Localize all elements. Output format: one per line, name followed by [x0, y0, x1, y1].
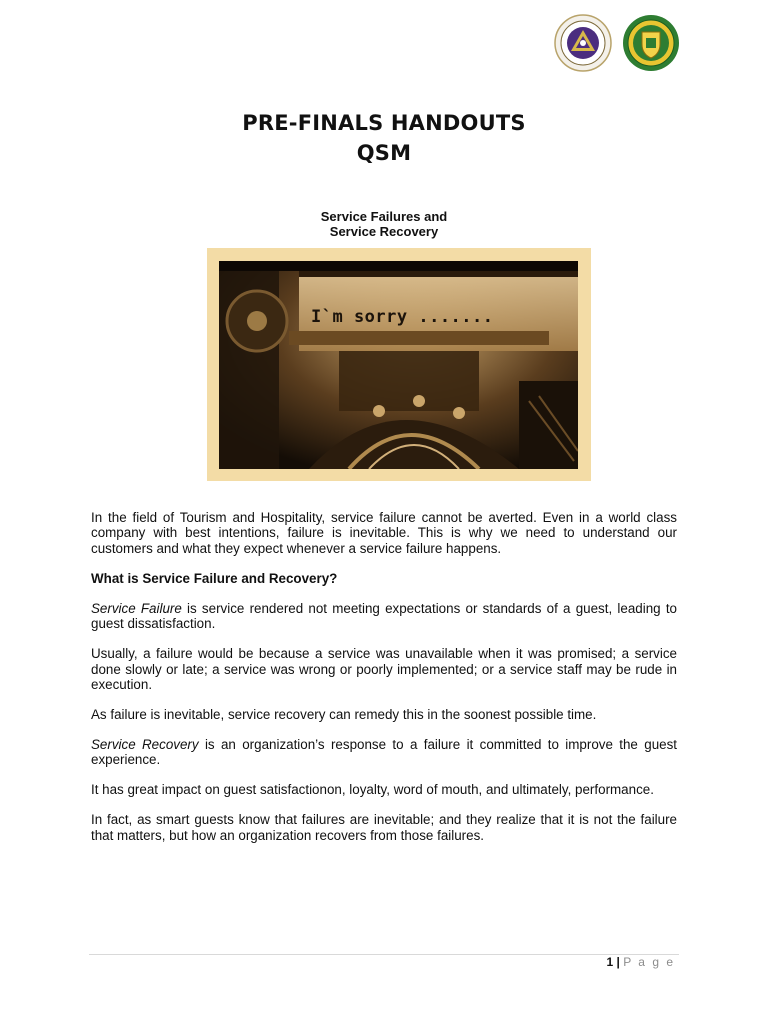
typewriter-photo	[219, 261, 578, 469]
header-logos	[554, 14, 680, 72]
page-footer	[606, 955, 675, 969]
section-heading: What is Service Failure and Recovery?	[91, 570, 338, 586]
subtitle-line-1: Service Failures and	[320, 209, 448, 224]
service-failure-definition: is service rendered not meeting expectations or standards of a guest, leading to guest dissatisfaction.	[91, 600, 677, 632]
college-seal-left-icon	[554, 14, 612, 72]
page-separator: |	[616, 955, 620, 969]
term-service-failure: Service Failure	[91, 600, 182, 616]
paragraph-smart-guests: In fact, as smart guests know that failures are inevitable; and they realize that it is not the failure that matters, but how an organization recovers from those failures.	[91, 812, 677, 843]
page-label: P a g e	[623, 955, 675, 969]
term-service-recovery: Service Recovery	[91, 737, 199, 753]
typewriter-photo-frame	[207, 248, 591, 481]
service-recovery-definition: is an organization’s response to a failure it committed to improve the guest experience.	[91, 737, 677, 768]
college-seal-right-icon	[622, 14, 680, 72]
title-line-2: QSM	[356, 141, 412, 165]
page-number: 1	[606, 955, 614, 969]
typewriter-illustration	[219, 261, 578, 469]
document-title	[0, 108, 768, 168]
typewriter-caption: I`m sorry .......	[311, 307, 494, 327]
title-line-1: PRE-FINALS HANDOUTS	[242, 111, 526, 135]
subtitle-line-2: Service Recovery	[329, 224, 439, 239]
paragraph-impact: It has great impact on guest satisfactionon, loyalty, word of mouth, and ultimately, performance.	[91, 782, 654, 798]
paragraph-service-recovery	[91, 737, 677, 768]
paragraph-recovery-remedy: As failure is inevitable, service recovery can remedy this in the soonest possible time.	[91, 707, 597, 723]
section-subtitle	[0, 209, 768, 239]
paragraph-service-failure	[91, 601, 677, 632]
footer-divider	[89, 954, 679, 955]
document-body	[91, 510, 677, 858]
paragraph-failure-causes: Usually, a failure would be because a service was unavailable when it was promised; a service done slowly or late; a service was wrong or poorly implemented; or a service staff may be rude in execution.	[91, 646, 677, 693]
paragraph-intro: In the field of Tourism and Hospitality, service failure cannot be averted. Even in a world class company with best intentions, failure is inevitable. This is why we need to understand our customers and what they expect whenever a service failure happens.	[91, 510, 677, 556]
